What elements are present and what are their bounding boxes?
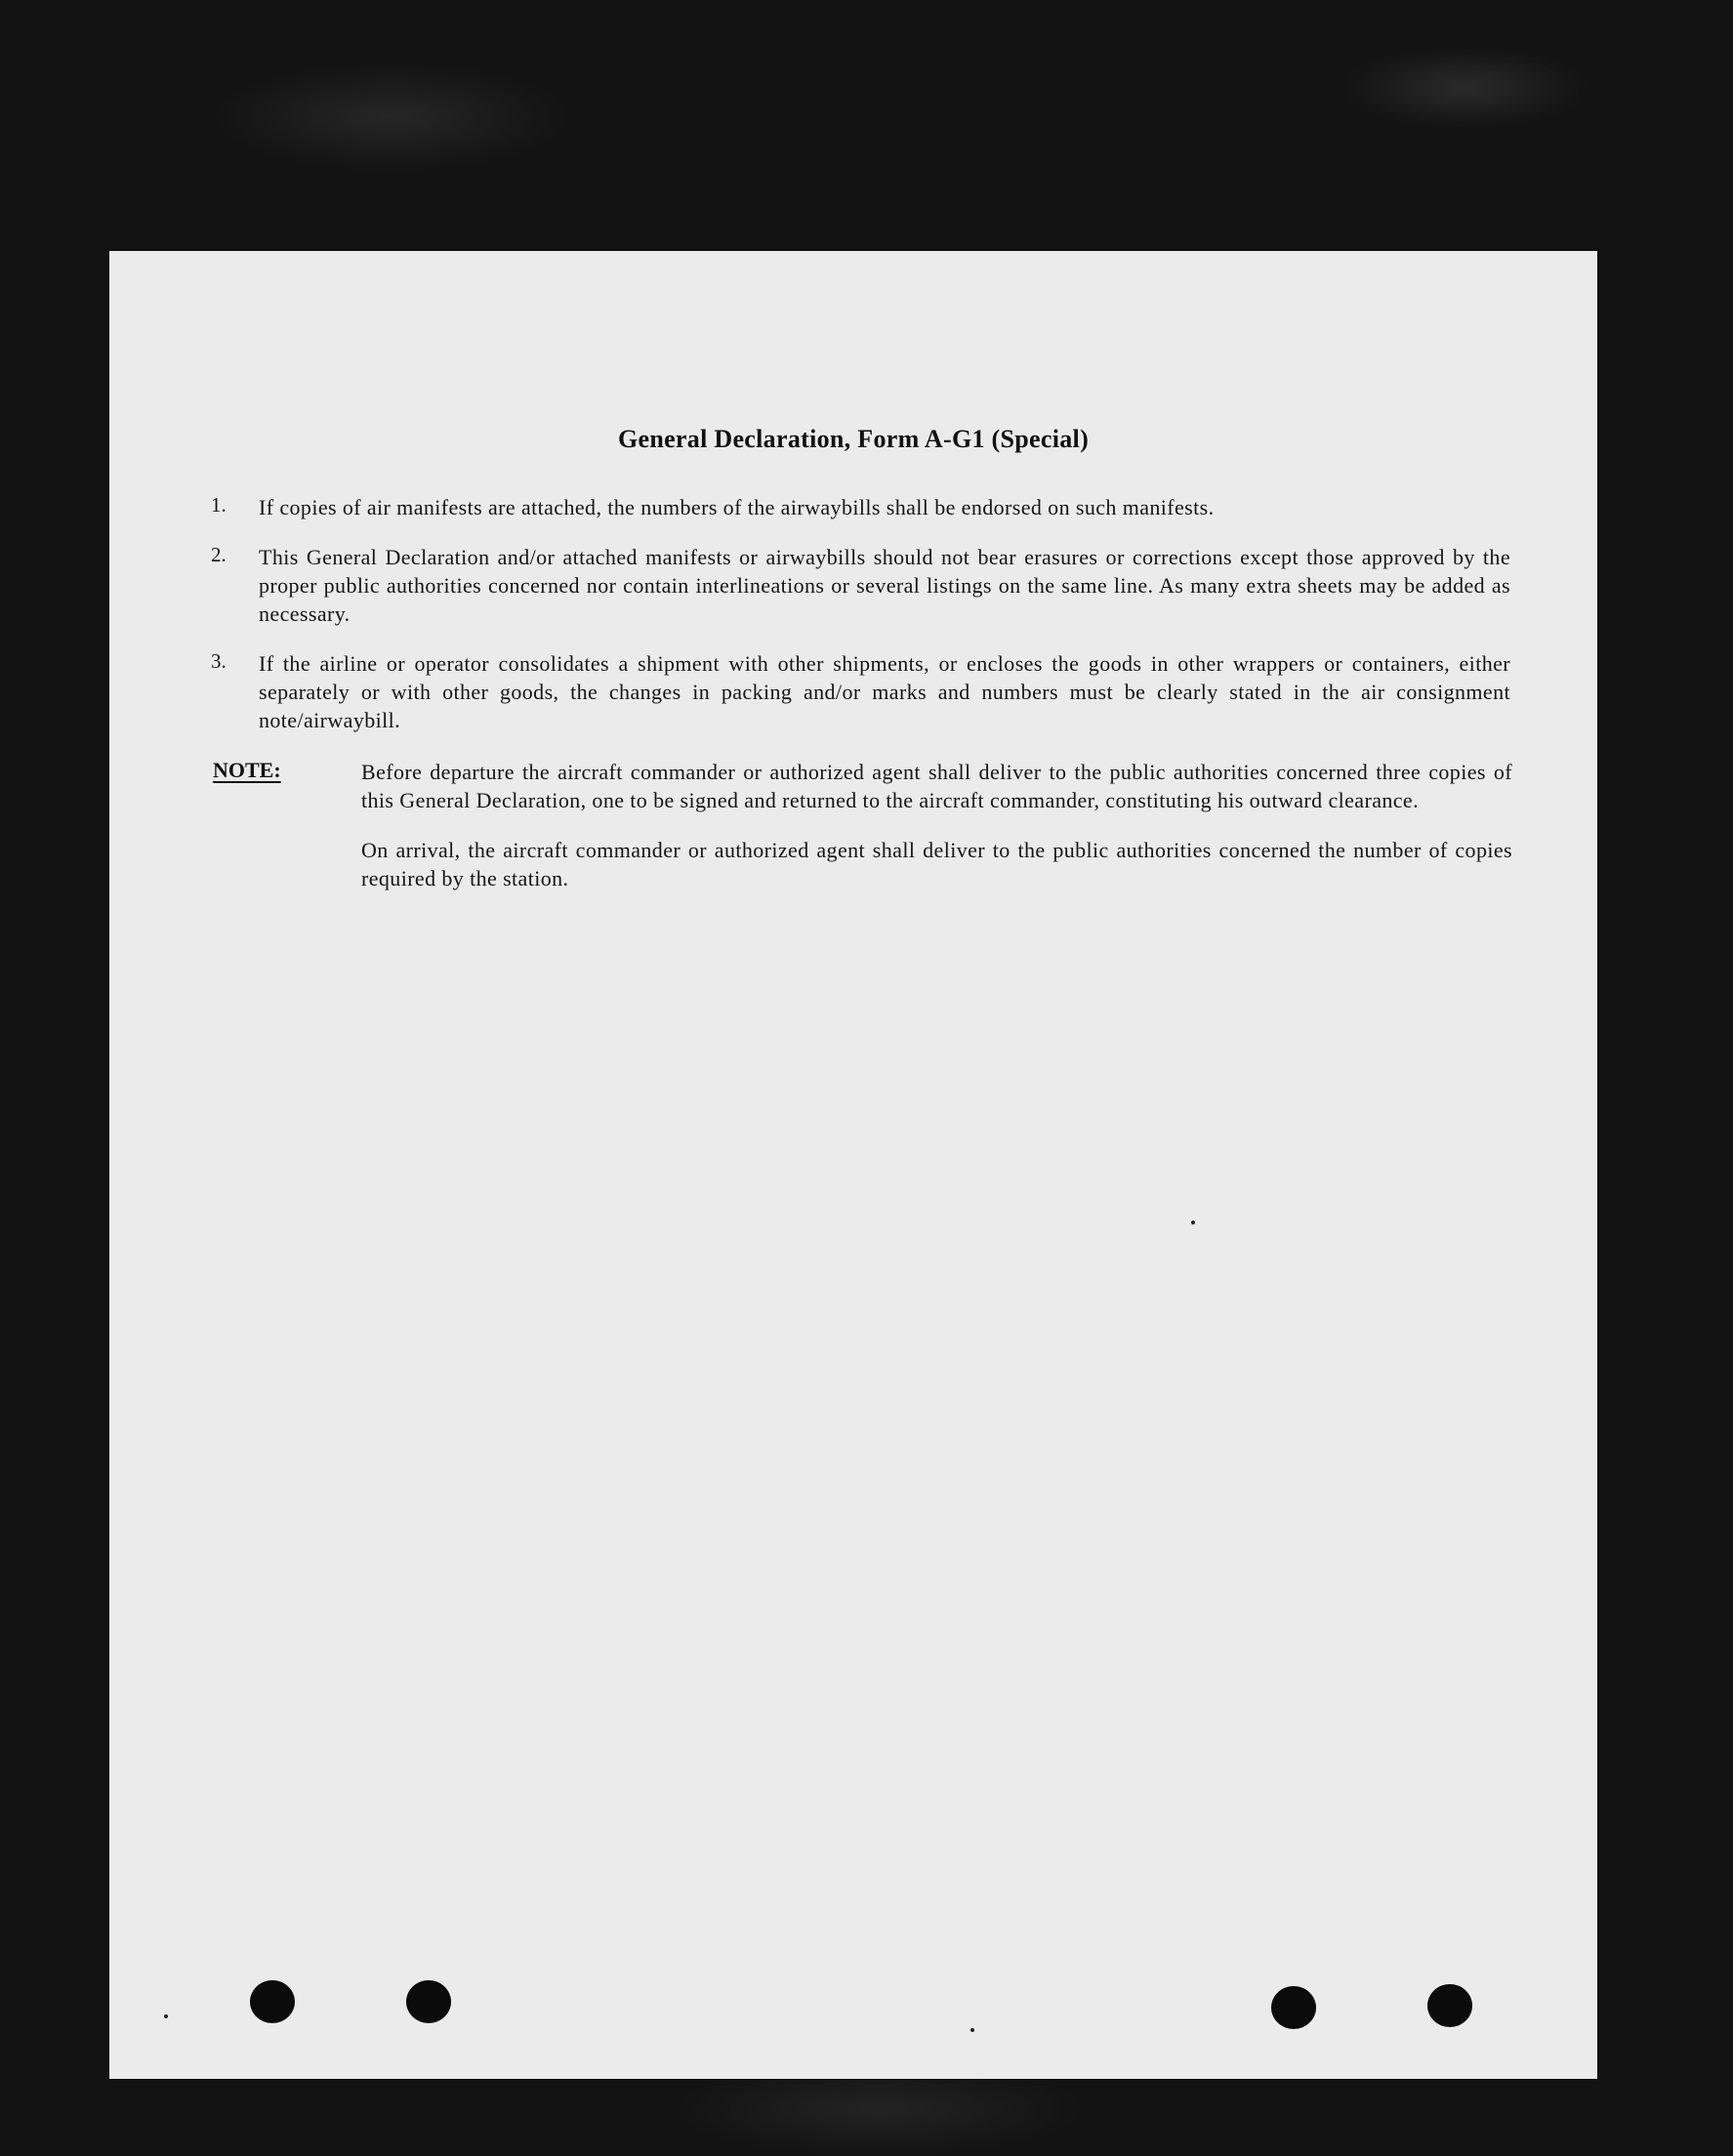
document-page	[109, 251, 1597, 2079]
punch-hole	[1271, 1986, 1316, 2029]
item-number: 1.	[211, 493, 227, 517]
item-text: If copies of air manifests are attached, the numbers of the airwaybills shall be endorsed on such manifests.	[259, 495, 1215, 519]
note-paragraph: Before departure the aircraft commander or authorized agent shall deliver to the public authorities concerned three copies of this General Declaration, one to be signed and returned to the aircraft commander, constituting his outward clearance.	[361, 760, 1512, 812]
punch-hole	[1427, 1984, 1472, 2027]
item-number: 3.	[211, 649, 227, 673]
note-paragraph: On arrival, the aircraft commander or authorized agent shall deliver to the public authorities concerned the number of copies required by the station.	[361, 838, 1512, 891]
item-number: 2.	[211, 543, 227, 566]
document-title: General Declaration, Form A-G1 (Special)	[617, 425, 1090, 453]
instructions-list	[211, 493, 1617, 892]
dust-speck	[1191, 1221, 1195, 1224]
item-text: This General Declaration and/or attached manifests or airwaybills should not bear erasures or corrections except those approved by the proper public authorities concerned nor contain interlineations or several listings on the same line. As many extra sheets may be added as necessary.	[259, 545, 1510, 626]
instruction-item	[211, 649, 1617, 734]
note-section	[211, 758, 1617, 892]
punch-hole	[406, 1980, 451, 2023]
punch-hole	[250, 1980, 295, 2023]
note-label: NOTE:	[213, 758, 281, 782]
item-text: If the airline or operator consolidates a shipment with other shipments, or encloses the goods in other wrappers or containers, either separately or with other goods, the changes in packing and/or marks and numbers must be clearly stated in the air consignment note/airwaybill.	[259, 651, 1510, 732]
instruction-item	[211, 493, 1617, 521]
instruction-item	[211, 543, 1617, 628]
dust-speck	[970, 2028, 974, 2032]
dust-speck	[164, 2014, 168, 2018]
